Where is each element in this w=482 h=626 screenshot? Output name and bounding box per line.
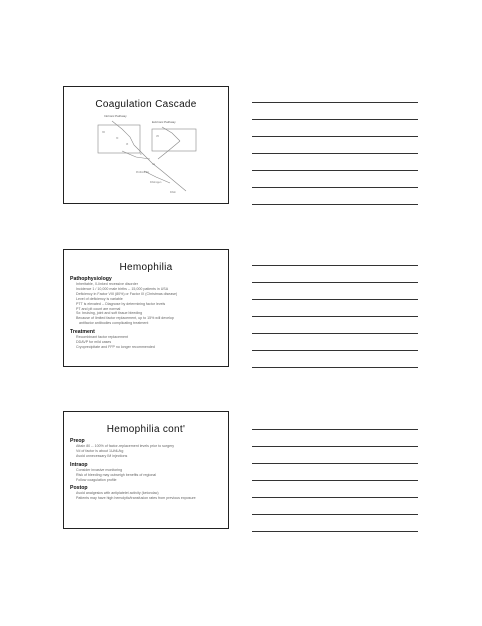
note-line — [252, 497, 418, 498]
bullet: Vd of factor is about 1U/dL/kg — [76, 448, 124, 453]
bullet: Avoid unnecessary IM injections — [76, 453, 128, 458]
note-line — [252, 136, 418, 137]
notes-lines-3 — [252, 429, 418, 548]
notes-lines-2 — [252, 265, 418, 384]
svg-text:XII: XII — [102, 131, 105, 134]
svg-text:VII: VII — [156, 135, 159, 138]
note-line — [252, 480, 418, 481]
note-line — [252, 429, 418, 430]
bullet: PT and plt count are normal — [76, 306, 121, 311]
slide-3 — [63, 411, 229, 529]
bullet: Consider invasive monitoring — [76, 467, 123, 472]
slide-1 — [63, 86, 229, 204]
svg-text:IX: IX — [126, 143, 129, 146]
note-line — [252, 170, 418, 171]
note-line — [252, 350, 418, 351]
svg-text:Fibrinogen: Fibrinogen — [150, 181, 162, 184]
bullet: Level of deficiency is variable — [76, 296, 123, 301]
bullet: Recombinant factor replacement — [76, 335, 128, 340]
note-line — [252, 204, 418, 205]
bullet: Follow coagulation profile — [76, 477, 117, 482]
note-line — [252, 282, 418, 283]
slide-title: Coagulation Cascade — [95, 99, 197, 110]
note-line — [252, 187, 418, 188]
bullet: Cryoprecipitate and FFP no longer recommended — [76, 344, 155, 349]
note-line — [252, 102, 418, 103]
section-heading: Pathophysiology — [70, 276, 112, 282]
svg-text:Fibrin: Fibrin — [170, 191, 176, 194]
note-line — [252, 299, 418, 300]
bullet: Deficiency in Factor VIII (80%) or Factor IX (Christmas disease) — [76, 291, 178, 296]
bullet: Because of limited factor replacement, up to 15% will develop — [76, 316, 174, 321]
bullet: PTT is elevated -- Diagnose by determining factor levels — [76, 301, 166, 306]
diagram-label-left: Intrinsic Pathway — [104, 114, 127, 118]
bullet: Patients may have high hemolytic/transfusion rates from previous exposure — [76, 496, 196, 501]
bullet: DDAVP for mild cases — [76, 340, 112, 345]
notes-lines-1 — [252, 102, 418, 221]
note-line — [252, 333, 418, 334]
note-line — [252, 367, 418, 368]
note-line — [252, 316, 418, 317]
slide-title: Hemophilia — [119, 262, 173, 273]
section-heading: Treatment — [70, 329, 95, 336]
note-line — [252, 119, 418, 120]
coagulation-cascade-diagram — [92, 111, 202, 197]
note-line — [252, 265, 418, 266]
slide-2 — [63, 249, 229, 367]
svg-text:Prothrombin: Prothrombin — [136, 171, 150, 174]
section-heading: Intraop — [70, 461, 88, 468]
svg-text:Xa: Xa — [152, 163, 155, 166]
diagram-label-right: Extrinsic Pathway — [152, 120, 176, 124]
section-heading: Preop — [70, 438, 85, 444]
bullet: Risk of bleeding may outweigh benefits of regional — [76, 472, 157, 477]
note-line — [252, 514, 418, 515]
bullet: Incidence 1 / 10,000 male births -- 15,000 patients in USA — [76, 286, 169, 291]
svg-text:X: X — [140, 153, 142, 156]
note-line — [252, 531, 418, 532]
bullet: Sx: bruising, joint and soft tissue bleeding — [76, 311, 143, 316]
note-line — [252, 446, 418, 447]
slide-title: Hemophilia cont' — [106, 424, 186, 435]
bullet: Inheritable, X-linked recessive disorder — [76, 282, 138, 286]
bullet: antifactor antibodies complicating treatment — [79, 321, 149, 326]
section-heading: Postop — [70, 485, 88, 492]
svg-text:XI: XI — [116, 137, 119, 140]
bullet: Avoid analgesics with antiplatelet activity (ketorolac) — [76, 491, 159, 496]
bullet: Attain 80 -- 100% of factor-replacement levels prior to surgery — [76, 444, 175, 448]
note-line — [252, 463, 418, 464]
slide-content — [64, 276, 228, 350]
note-line — [252, 153, 418, 154]
slide-content — [64, 438, 228, 501]
